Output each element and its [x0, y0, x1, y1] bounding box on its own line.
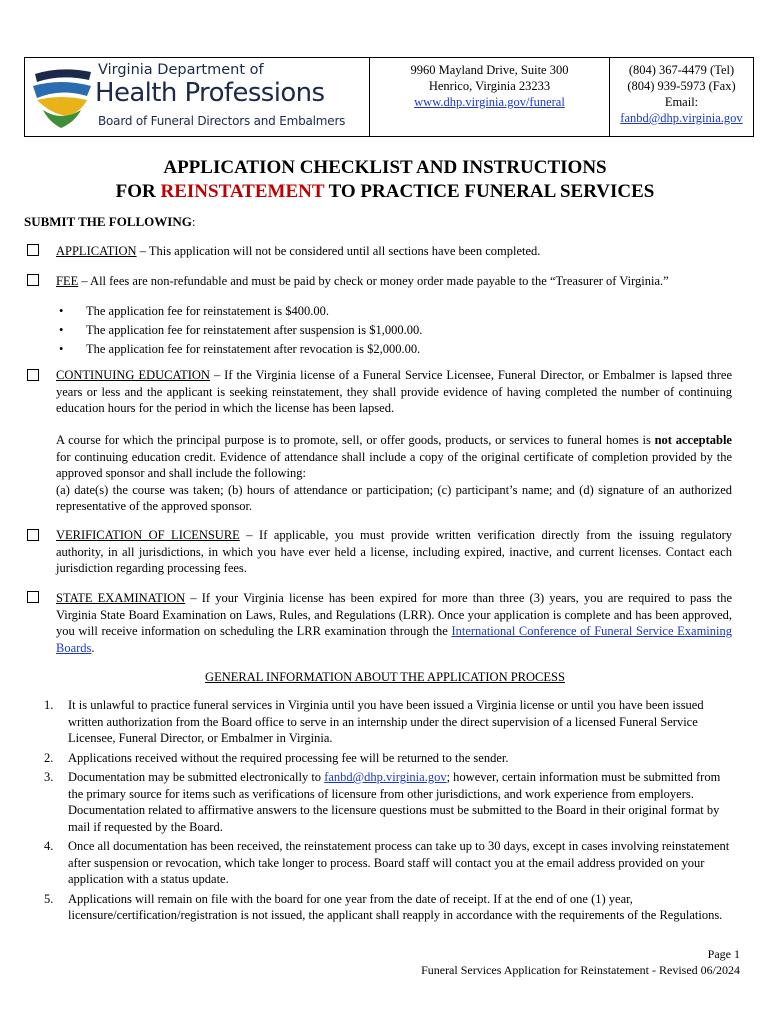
ce-text: – If the Virginia license of a Funeral Service Licensee, Funeral Director, or Embalmer is lapsed three years or less and the applicant is seeking reinstatement, they shall provide evidence of having completed the number of continuing education hours for the period in which the license has been lapsed. — [56, 368, 732, 415]
fee-bullet-text: The application fee for reinstatement after suspension is $1,000.00. — [86, 323, 423, 337]
checklist-item-application — [56, 243, 732, 260]
header-address — [370, 58, 610, 136]
exam-text: – If your Virginia license has been expired for more than three (3) years, you are required to pass the Virginia State Board Examination on Laws, Rules, and Regulations (LRR). Once your application is complete and has been approved, you will receive information on scheduling the LRR examination through the — [56, 591, 732, 638]
address-line-2: Henrico, Virginia 23233 — [428, 79, 551, 93]
list-item-text: Applications received without the required processing fee will be returned to the sender. — [68, 750, 509, 765]
verification-text: – If applicable, you must provide written verification directly from the issuing regulatory authority, in all jurisdictions, in which you have ever held a license, including expired, inactive, and current licenses. Contact each jurisdiction regarding processing fees. — [56, 528, 732, 575]
submit-heading-text: SUBMIT THE FOLLOWING — [24, 214, 192, 229]
title-suffix: TO PRACTICE FUNERAL SERVICES — [324, 181, 655, 202]
title-prefix: FOR — [115, 181, 161, 202]
page-number: Page 1 — [707, 947, 740, 961]
website-link[interactable]: www.dhp.virginia.gov/funeral — [414, 95, 565, 109]
checklist-item-verification — [56, 527, 732, 577]
page-title-line-1: APPLICATION CHECKLIST AND INSTRUCTIONS — [163, 157, 607, 178]
fax-number: (804) 939-5973 (Fax) — [627, 79, 736, 93]
list-number: 1. — [44, 698, 54, 712]
checklist-item-continuing-education — [56, 367, 732, 417]
board-email-link[interactable]: fanbd@dhp.virginia.gov — [324, 770, 447, 784]
ce-course-text: A course for which the principal purpose is to promote, sell, or offer goods, products, or services to funeral homes is — [56, 433, 655, 447]
list-item: • The application fee for reinstatement is $400.00. — [59, 304, 329, 318]
ce-not-acceptable: not acceptable — [654, 433, 732, 447]
email-link[interactable]: fanbd@dhp.virginia.gov — [620, 111, 743, 125]
list-item-text: Once all documentation has been received, the reinstatement process can take up to 30 days, except in cases involving reinstatement after suspension or revocation, which take longer to process. Board staff will contact you at the email address provided on your application with a status update. — [68, 839, 730, 886]
document-revision: Funeral Services Application for Reinstatement - Revised 06/2024 — [421, 963, 740, 977]
list-number: 3. — [44, 770, 54, 784]
letterhead — [24, 57, 754, 137]
submit-heading: SUBMIT THE FOLLOWING: — [24, 214, 196, 229]
checkbox-application[interactable] — [27, 244, 39, 256]
header-contact — [610, 58, 753, 140]
ce-course-text-2: for continuing education credit. Evidence of attendance shall include a copy of the original certificate of completion provided by the approved sponsor and shall include the following: — [56, 449, 732, 480]
list-item — [40, 891, 732, 924]
logo-line-1: Virginia Department of — [98, 62, 264, 78]
ce-heading: CONTINUING EDUCATION — [56, 368, 210, 382]
checkbox-verification[interactable] — [27, 529, 39, 541]
email-label: Email: — [664, 95, 699, 109]
fee-bullet-list — [56, 302, 422, 359]
list-item — [40, 697, 732, 747]
address-line-1: 9960 Mayland Drive, Suite 300 — [410, 63, 569, 77]
checkbox-state-exam[interactable] — [27, 591, 39, 603]
checkbox-fee[interactable] — [27, 274, 39, 286]
dhp-emblem-icon — [31, 64, 95, 130]
fee-text: – All fees are non-refundable and must be paid by check or money order made payable to the “Treasurer of Virginia.” — [78, 274, 669, 288]
list-number: 4. — [44, 839, 54, 853]
exam-end: . — [91, 640, 95, 655]
list-item — [40, 750, 732, 767]
logo-line-3: Board of Funeral Directors and Embalmers — [98, 114, 346, 128]
checklist-item-state-exam — [56, 590, 732, 656]
ce-requirements-text: (a) date(s) the course was taken; (b) hours of attendance or participation; (c) participant’s name; and (d) signature of an authorized representative of the approved sponsor. — [56, 482, 732, 513]
list-item: • The application fee for reinstatement after suspension is $1,000.00. — [59, 323, 423, 337]
fee-bullet-text: The application fee for reinstatement is $400.00. — [86, 304, 329, 318]
general-info-list — [40, 697, 732, 927]
phone-number: (804) 367-4479 (Tel) — [628, 63, 735, 77]
page-footer — [421, 946, 740, 978]
list-item-text: Documentation may be submitted electronically to — [68, 770, 325, 784]
icfsed-link[interactable]: International Conference of Funeral Service Examining Boards — [56, 624, 732, 655]
list-item-text: It is unlawful to practice funeral services in Virginia until you have been issued a Virginia license or until you have been issued written authorization from the Board office to serve in an internship under the direct supervision of a licensed Funeral Service Licensee, Funeral Director, or Embalmer in Virginia. — [68, 698, 704, 745]
ce-course-paragraph — [56, 432, 732, 515]
list-number: 5. — [44, 891, 54, 906]
fee-bullet-text: The application fee for reinstatement after revocation is $2,000.00. — [86, 342, 421, 356]
logo-line-2: Health Professions — [95, 78, 325, 108]
application-text: – This application will not be considered until all sections have been completed. — [136, 244, 541, 258]
list-number: 2. — [44, 750, 54, 765]
application-heading: APPLICATION — [56, 244, 137, 258]
title-highlight: REINSTATEMENT — [160, 181, 325, 202]
checkbox-continuing-education[interactable] — [27, 369, 39, 381]
general-info-heading: GENERAL INFORMATION ABOUT THE APPLICATION PROCESS — [205, 670, 565, 684]
list-item — [40, 769, 732, 835]
exam-heading: STATE EXAMINATION — [56, 591, 186, 605]
list-item: • The application fee for reinstatement after revocation is $2,000.00. — [59, 342, 421, 356]
checklist-item-fee — [56, 273, 732, 290]
page-title-line-2 — [0, 181, 770, 203]
fee-heading: FEE — [56, 274, 79, 288]
dhp-logo — [25, 58, 370, 136]
list-item — [40, 838, 732, 888]
list-item-text: Applications will remain on file with the board for one year from the date of receipt. If at the end of one (1) year, licensure/certification/registration is not issued, the applicant shall reapply in accordance with the requirements of the Regulations. — [68, 891, 723, 922]
verification-heading: VERIFICATION OF LICENSURE — [56, 528, 240, 542]
list-item-text-2: ; however, certain information must be submitted from the primary source for items such as verifications of licensure from other jurisdictions, and work experience from employers. Documentation related to affirmative answers to the licensure questions must be submitted to the Board in their original format by mail if requested by the Board. — [68, 770, 721, 834]
